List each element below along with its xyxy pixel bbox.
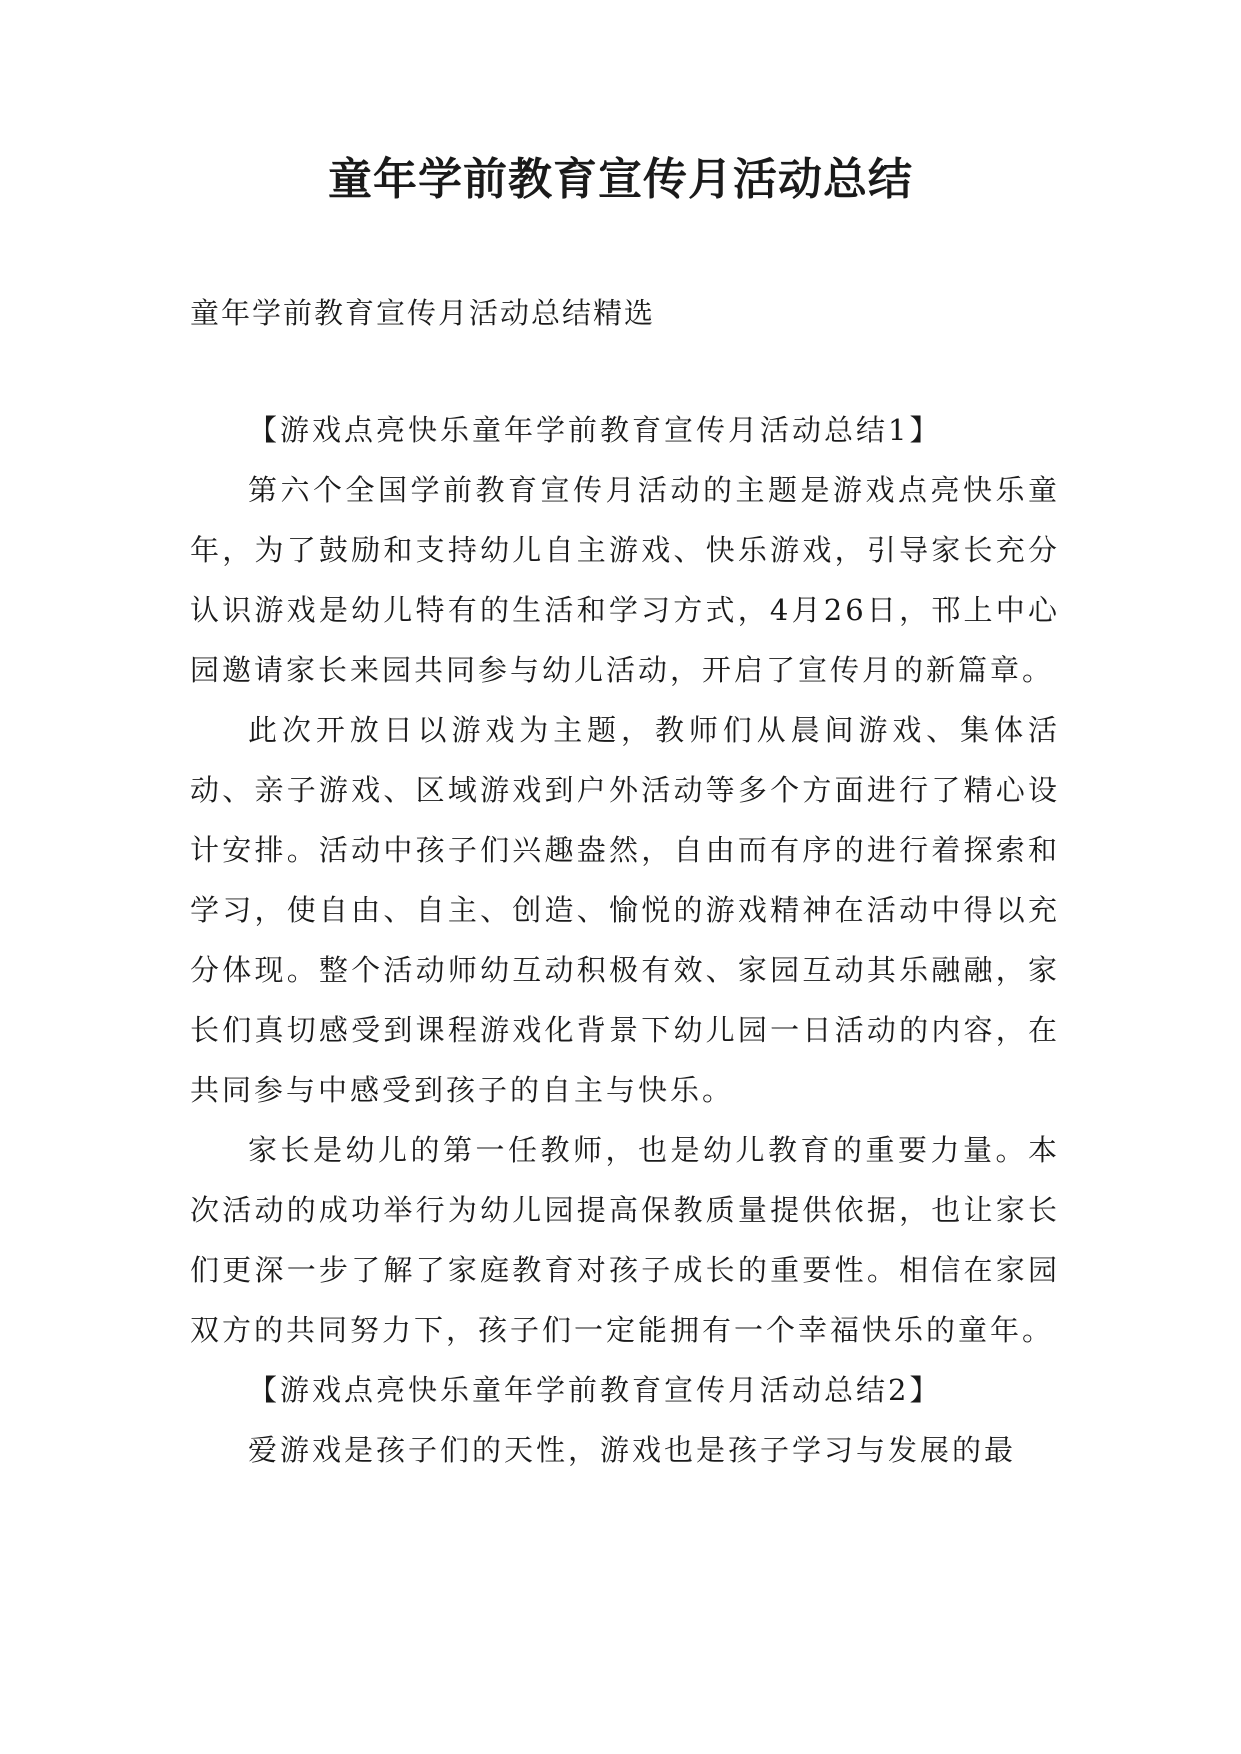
document-body	[190, 400, 1060, 1480]
paragraph-1: 第六个全国学前教育宣传月活动的主题是游戏点亮快乐童年，为了鼓励和支持幼儿自主游戏、快乐游戏，引导家长充分认识游戏是幼儿特有的生活和学习方式，4月26日，邗上中心园邀请家长来园共同参与幼儿活动，开启了宣传月的新篇章。	[190, 473, 1060, 687]
paragraph-3: 家长是幼儿的第一任教师，也是幼儿教育的重要力量。本次活动的成功举行为幼儿园提高保教质量提供依据，也让家长们更深一步了解了家庭教育对孩子成长的重要性。相信在家园双方的共同努力下，孩子们一定能拥有一个幸福快乐的童年。	[190, 1133, 1060, 1347]
document-subtitle: 童年学前教育宣传月活动总结精选	[190, 296, 656, 330]
paragraph-4: 爱游戏是孩子们的天性，游戏也是孩子学习与发展的最	[248, 1433, 1017, 1467]
section-heading-2: 【游戏点亮快乐童年学前教育宣传月活动总结2】	[248, 1373, 942, 1407]
section-heading-1: 【游戏点亮快乐童年学前教育宣传月活动总结1】	[248, 413, 942, 447]
document-title: 童年学前教育宣传月活动总结	[328, 154, 913, 205]
paragraph-2: 此次开放日以游戏为主题，教师们从晨间游戏、集体活动、亲子游戏、区域游戏到户外活动等多个方面进行了精心设计安排。活动中孩子们兴趣盎然，自由而有序的进行着探索和学习，使自由、自主、创造、愉悦的游戏精神在活动中得以充分体现。整个活动师幼互动积极有效、家园互动其乐融融，家长们真切感受到课程游戏化背景下幼儿园一日活动的内容，在共同参与中感受到孩子的自主与快乐。	[190, 713, 1060, 1107]
